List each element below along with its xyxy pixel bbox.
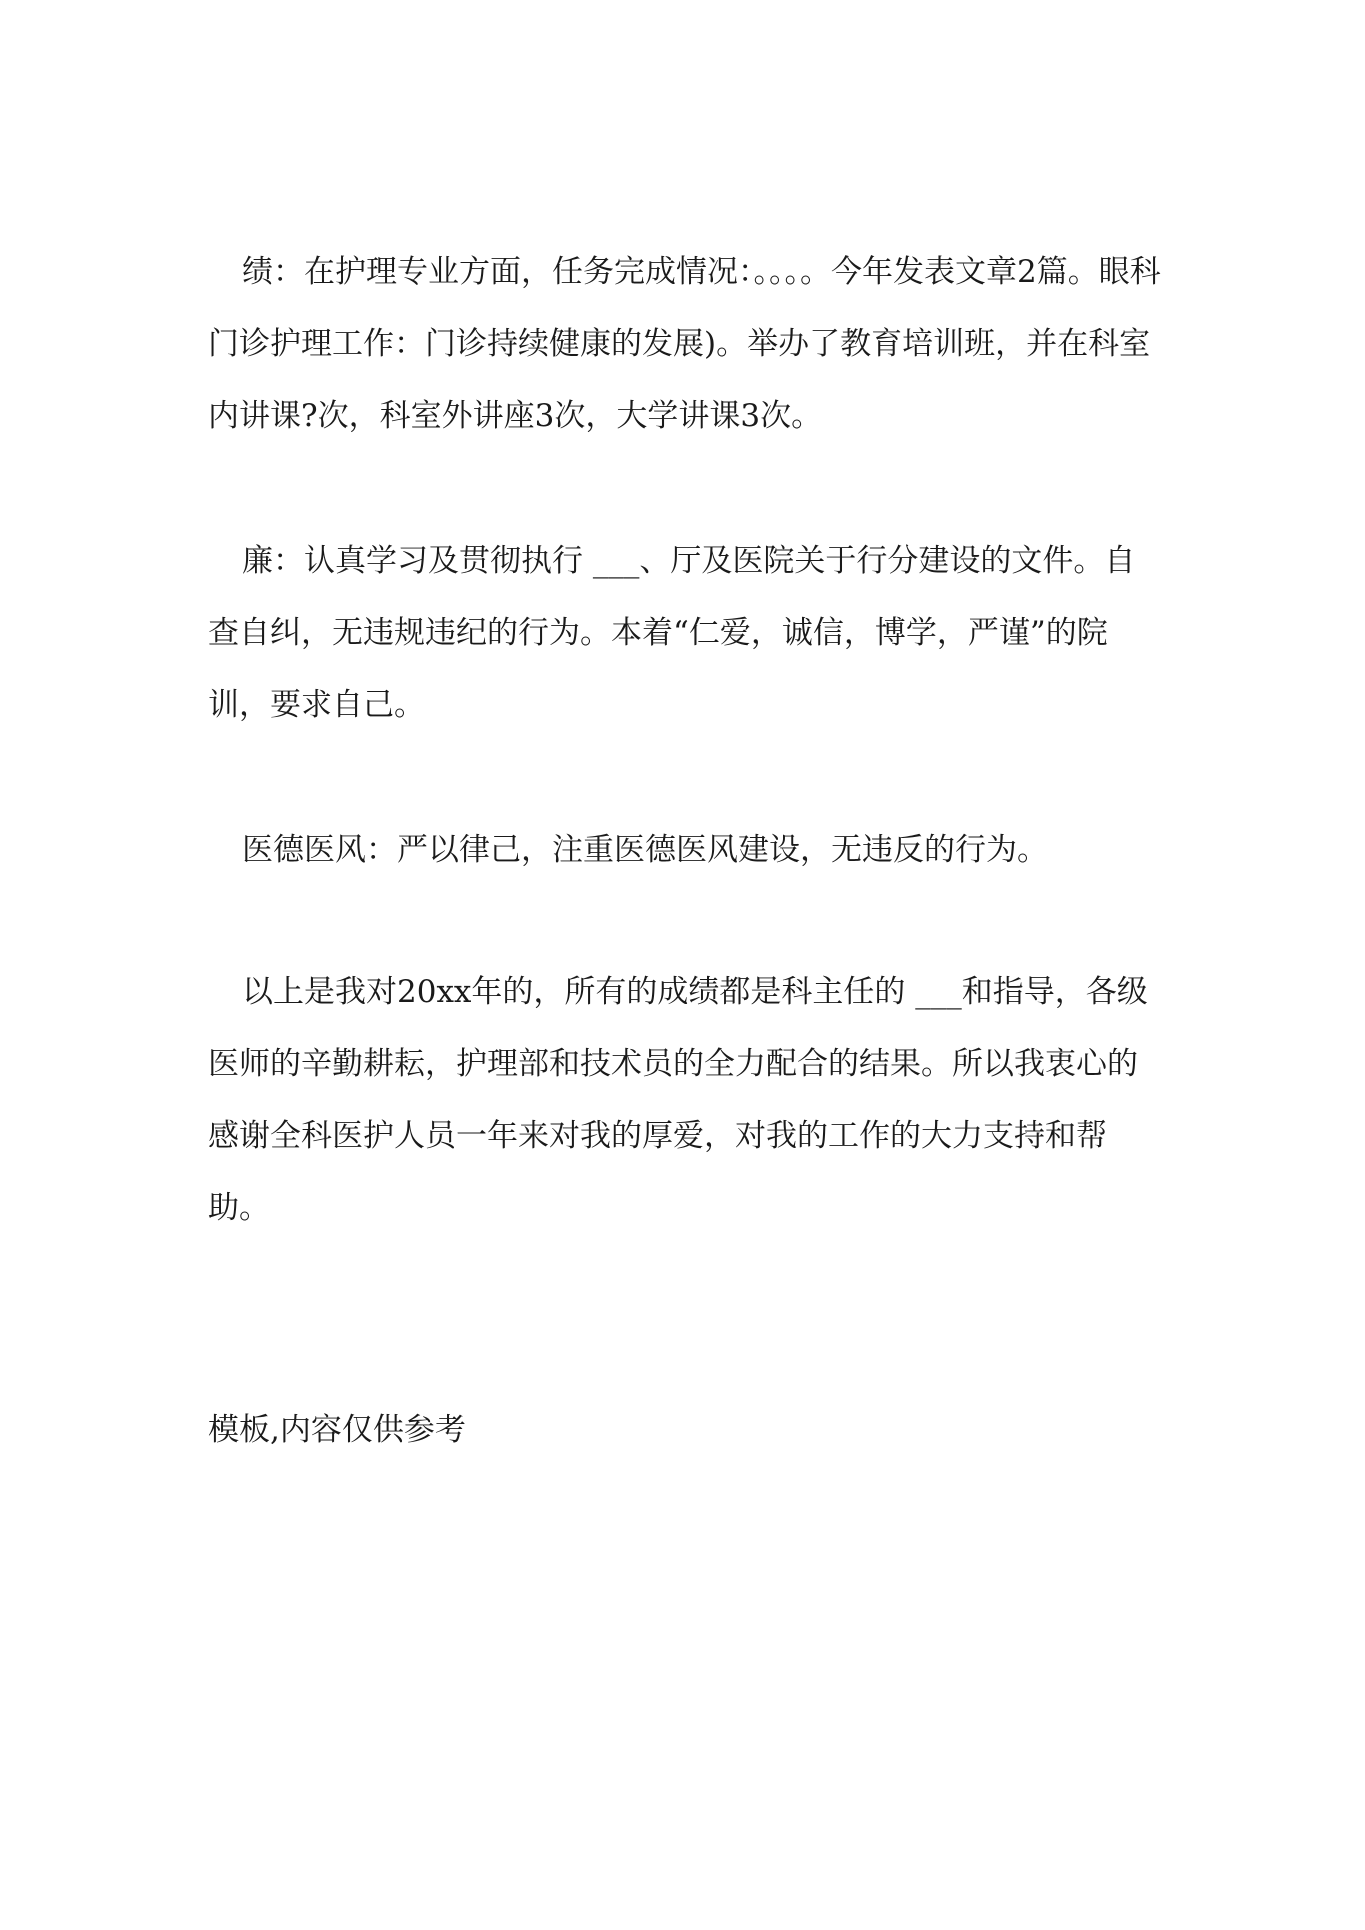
paragraph-acknowledgement: 以上是我对20xx年的，所有的成绩都是科主任的 ___和指导，各级医师的辛勤耕耘，护理部和技术员的全力配合的结果。所以我衷心的感谢全科医护人员一年来对我的厚爱，对我的工作的大力支持和帮助。 — [208, 974, 1148, 1226]
paragraph-medical-ethics: 医德医风：严以律己，注重医德医风建设，无违反的行为。 — [242, 832, 1048, 868]
paragraph-achievements: 绩：在护理专业方面，任务完成情况：。。。。今年发表文章2篇。眼科门诊护理工作：门诊持续健康的发展)。举办了教育培训班，并在科室内讲课?次，科室外讲座3次，大学讲课3次。 — [208, 254, 1161, 434]
paragraph-integrity: 廉：认真学习及贯彻执行 ___、厅及医院关于行分建设的文件。自查自纠，无违规违纪的行为。本着“仁爱，诚信，博学，严谨”的院训，要求自己。 — [208, 543, 1136, 723]
template-disclaimer: 模板,内容仅供参考 — [208, 1412, 466, 1448]
